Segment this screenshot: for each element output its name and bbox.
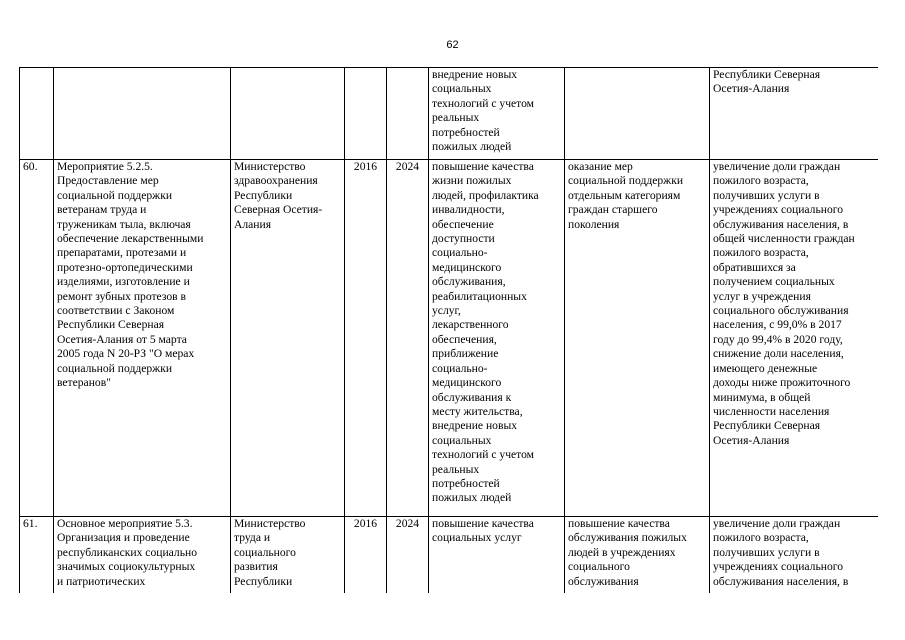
measures: оказание мер социальной поддержки отдельным категориям граждан старшего поколения	[568, 160, 684, 231]
expected-result-cell	[429, 160, 565, 517]
activity-name-cell	[54, 68, 231, 160]
expected-result-cell	[429, 517, 565, 594]
measures: повышение качества обслуживания пожилых людей в учреждениях социального обслуживания	[568, 517, 687, 588]
indicators: Республики Северная Осетия-Алания	[713, 68, 821, 96]
expected-result-cell	[429, 68, 565, 160]
indicators-cell	[710, 68, 879, 160]
table-row	[20, 68, 879, 160]
expected-result: повышение качества жизни пожилых людей, профилактика инвалидности, обеспечение доступности социально- медицинского обслуживания, реабилитационных услуг, лекарственного обеспечения, приближение социально- медицинского обслуживания к месту жительства, внедрение новых социальных технологий с учетом реальных потребностей пожилых людей	[432, 160, 539, 505]
end-year: 2024	[395, 160, 420, 173]
row-number-cell	[20, 517, 54, 594]
measures-cell	[565, 517, 710, 594]
executor: Министерство труда и социального развития Республики	[234, 517, 306, 588]
end-year: 2024	[395, 517, 420, 530]
executor-cell	[231, 517, 345, 594]
row-number-cell	[20, 68, 54, 160]
activity-name-cell	[54, 160, 231, 517]
end-year-cell	[387, 68, 429, 160]
table-row	[20, 517, 879, 594]
executor: Министерство здравоохранения Республики Северная Осетия- Алания	[234, 160, 323, 231]
activity-name: Основное мероприятие 5.3. Организация и проведение республиканских социально значимых социокультурных и патриотических	[57, 517, 197, 588]
activity-name-cell	[54, 517, 231, 594]
expected-result: повышение качества социальных услуг	[432, 517, 534, 545]
start-year: 2016	[353, 160, 378, 173]
start-year-cell	[345, 68, 387, 160]
start-year-cell	[345, 160, 387, 517]
start-year-cell	[345, 517, 387, 594]
executor-cell	[231, 68, 345, 160]
expected-result: внедрение новых социальных технологий с учетом реальных потребностей пожилых людей	[432, 68, 534, 154]
end-year-cell	[387, 160, 429, 517]
indicators: увеличение доли граждан пожилого возраста, получивших услуги в учреждениях социального обслуживания населения, в	[713, 517, 849, 588]
row-number: 60.	[23, 160, 38, 173]
measures-cell	[565, 68, 710, 160]
start-year: 2016	[353, 517, 378, 530]
end-year-cell	[387, 517, 429, 594]
program-table-container	[19, 67, 878, 593]
row-number-cell	[20, 160, 54, 517]
indicators-cell	[710, 517, 879, 594]
page-number: 62	[446, 39, 459, 51]
activity-name: Мероприятие 5.2.5. Предоставление мер социальной поддержки ветеранам труда и труженикам тыла, включая обеспечение лекарственными препаратами, протезами и протезно-ортопедическими изделиями, изготовление и ремонт зубных протезов в соответствии с Законом Республики Северная Осетия-Алания от 5 марта 2005 года N 20-РЗ "О мерах социальной поддержки ветеранов"	[57, 160, 204, 390]
indicators-cell	[710, 160, 879, 517]
table-row	[20, 160, 879, 517]
row-number: 61.	[23, 517, 38, 530]
executor-cell	[231, 160, 345, 517]
program-table	[19, 67, 878, 593]
indicators: увеличение доли граждан пожилого возраста, получивших услуги в учреждениях социального обслуживания населения, в общей численности граждан пожилого возраста, обратившихся за получением социальных услуг в учреждения социального обслуживания населения, с 99,0% в 2017 году до 99,4% в 2020 году, снижение доли населения, имеющего денежные доходы ниже прожиточного минимума, в общей численности населения Республики Северная Осетия-Алания	[713, 160, 855, 447]
measures-cell	[565, 160, 710, 517]
